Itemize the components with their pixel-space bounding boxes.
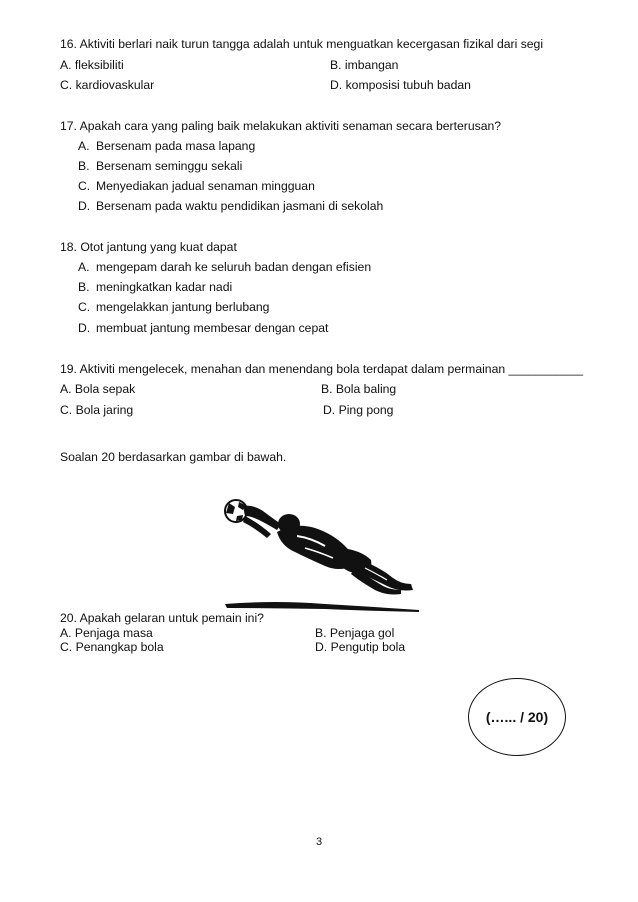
q20-question: 20. Apakah gelaran untuk pemain ini? (60, 611, 264, 625)
option-letter: A. (78, 139, 90, 153)
score-circle (468, 678, 566, 756)
q19-option-c: C. Bola jaring (60, 403, 134, 417)
option-text: mengepam darah ke seluruh badan dengan efisien (96, 260, 372, 274)
option-text: Bersenam pada masa lapang (96, 139, 256, 153)
q18-option-b (78, 281, 232, 293)
q17-option-a (78, 140, 255, 152)
option-letter: C. (78, 300, 91, 314)
option-letter: D. (78, 321, 91, 335)
page-number: 3 (315, 836, 323, 848)
option-text: Menyediakan jadual senaman mingguan (96, 179, 315, 193)
option-text: Bersenam pada waktu pendidikan jasmani di sekolah (96, 199, 384, 213)
option-letter: B. (78, 159, 90, 173)
q18-option-a (78, 261, 371, 273)
q17-question: 17. Apakah cara yang paling baik melakukan aktiviti senaman secara berterusan? (60, 119, 502, 133)
q16-option-a: A. fleksibiliti (60, 58, 124, 72)
q16-option-c: C. kardiovaskular (60, 78, 155, 92)
q20-option-a: A. Penjaga masa (60, 626, 153, 640)
q20-option-c: C. Penangkap bola (60, 640, 164, 654)
q17-option-d (78, 200, 383, 212)
q18-option-c (78, 301, 269, 313)
option-text: meningkatkan kadar nadi (96, 280, 233, 294)
q19-option-a: A. Bola sepak (60, 382, 136, 396)
q16-option-b: B. imbangan (330, 58, 399, 72)
option-letter: D. (78, 199, 91, 213)
q20-option-b: B. Penjaga gol (315, 626, 395, 640)
diving-goalkeeper-icon (215, 494, 420, 616)
q19-question: 19. Aktiviti mengelecek, menahan dan menendang bola terdapat dalam permainan ___________ (60, 362, 584, 376)
q16-question: 16. Aktiviti berlari naik turun tangga adalah untuk menguatkan kecergasan fizikal dari segi (60, 37, 544, 51)
q19-option-d: D. Ping pong (323, 403, 394, 417)
q20-option-d: D. Pengutip bola (315, 640, 406, 654)
q16-option-d: D. komposisi tubuh badan (330, 78, 471, 92)
q18-option-d (78, 322, 328, 334)
option-text: membuat jantung membesar dengan cepat (96, 321, 329, 335)
option-text: Bersenam seminggu sekali (96, 159, 243, 173)
option-letter: B. (78, 280, 90, 294)
q17-option-c (78, 180, 315, 192)
option-letter: C. (78, 179, 91, 193)
q17-option-b (78, 160, 242, 172)
score-text: (…... / 20) (485, 709, 549, 725)
option-letter: A. (78, 260, 90, 274)
q20-intro: Soalan 20 berdasarkan gambar di bawah. (60, 450, 287, 464)
q18-question: 18. Otot jantung yang kuat dapat (60, 240, 237, 254)
q19-option-b: B. Bola baling (321, 382, 397, 396)
option-text: mengelakkan jantung berlubang (96, 300, 270, 314)
